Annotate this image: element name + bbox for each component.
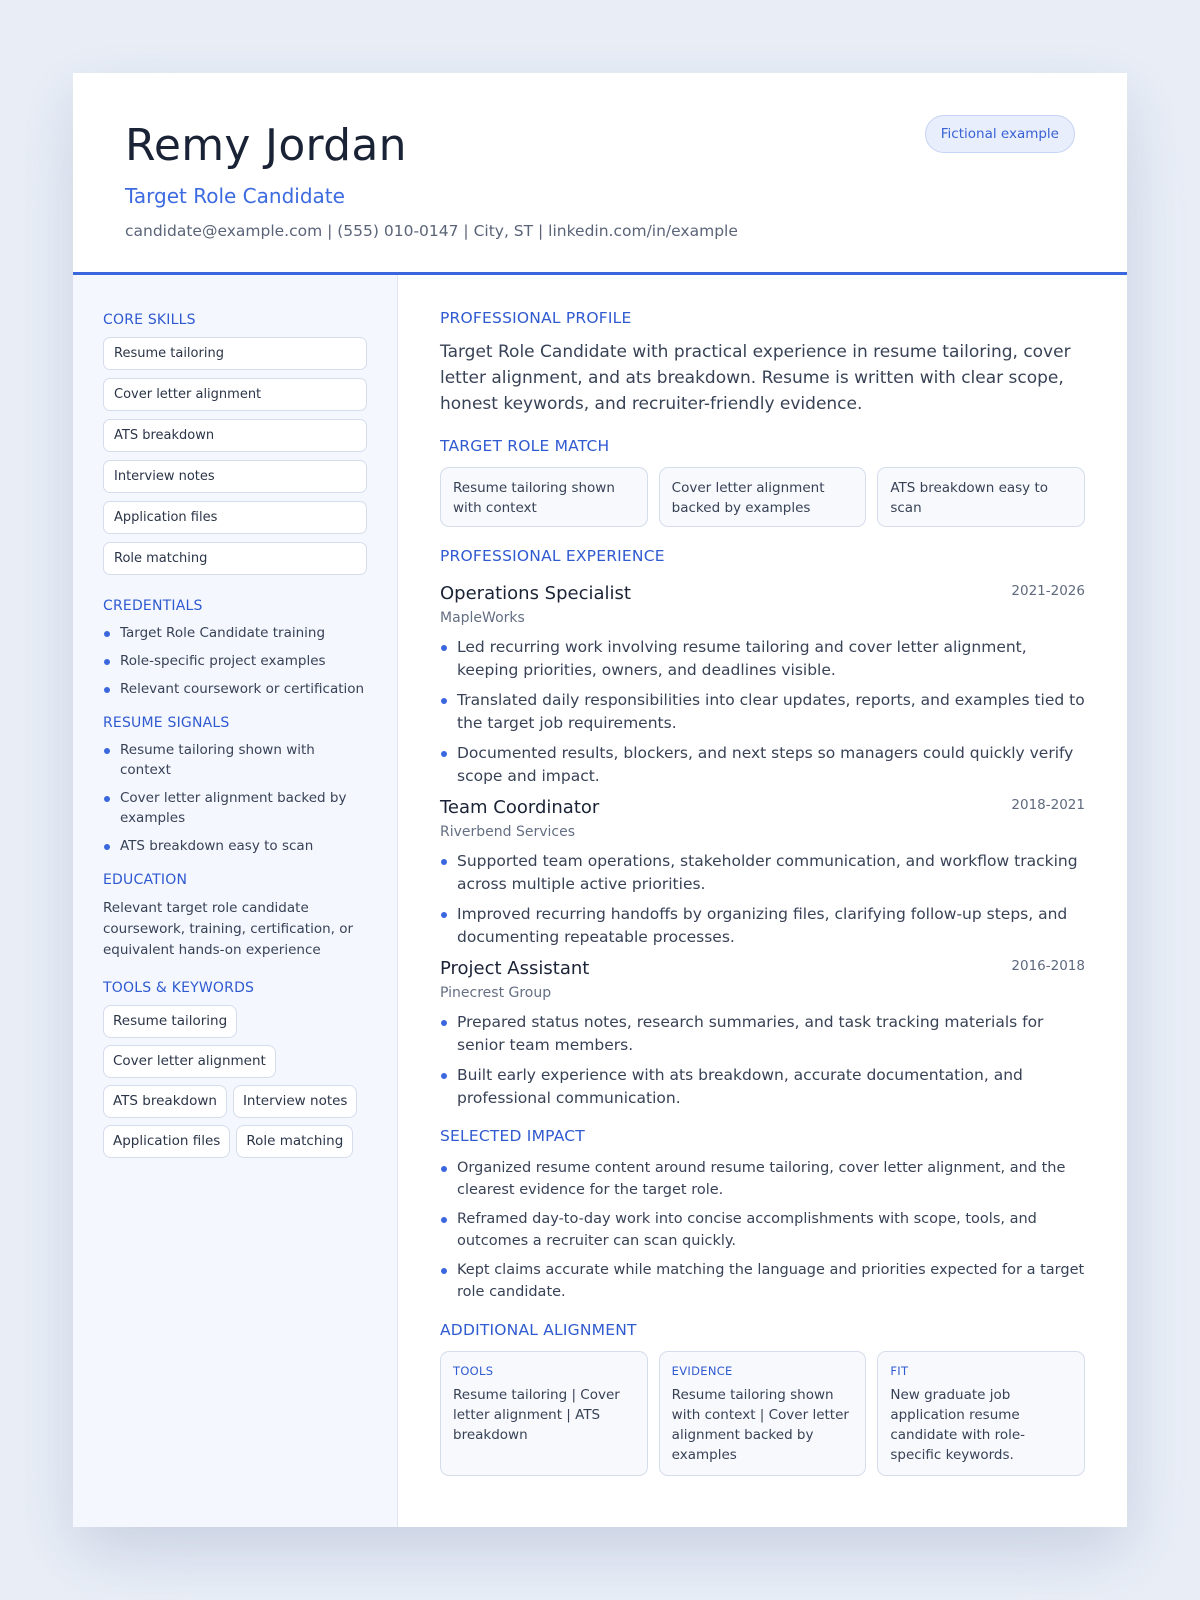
alignment-label: EVIDENCE (671, 1364, 733, 1378)
keyword-chip: Application files (103, 1125, 230, 1158)
match-card: Resume tailoring shown with context (440, 467, 648, 527)
selected-impact-title: SELECTED IMPACT (440, 1127, 585, 1145)
job-dates: 2016-2018 (1011, 958, 1085, 974)
core-skills-list (103, 337, 367, 575)
alignment-card (440, 1351, 648, 1476)
list-item: Built early experience with ats breakdown, accurate documentation, and professional communication. (440, 1064, 1085, 1110)
keyword-chip: ATS breakdown (103, 1085, 227, 1118)
job-header (440, 582, 1085, 606)
candidate-role: Target Role Candidate (125, 184, 345, 208)
core-skills-title: CORE SKILLS (103, 312, 196, 328)
list-item: Resume tailoring shown with context (103, 740, 367, 780)
job-entry (440, 957, 1085, 1110)
alignment-card (659, 1351, 867, 1476)
alignment-text: New graduate job application resume candidate with role-specific keywords. (890, 1387, 1026, 1463)
job-header (440, 796, 1085, 820)
credentials-title: CREDENTIALS (103, 598, 203, 614)
list-item: Prepared status notes, research summaries, and task tracking materials for senior team members. (440, 1011, 1085, 1057)
job-bullets (440, 636, 1085, 788)
list-item: Supported team operations, stakeholder communication, and workflow tracking across multiple active priorities. (440, 850, 1085, 896)
list-item: Kept claims accurate while matching the language and priorities expected for a target role candidate. (440, 1259, 1085, 1303)
skill-item: Resume tailoring (103, 337, 367, 370)
resume-signals-list (103, 740, 367, 856)
alignment-label: TOOLS (453, 1364, 494, 1378)
sidebar (73, 275, 398, 1527)
keyword-chip: Role matching (236, 1125, 353, 1158)
skill-item: Application files (103, 501, 367, 534)
alignment-label: FIT (890, 1364, 909, 1378)
list-item: Cover letter alignment backed by examples (103, 788, 367, 828)
alignment-cards (440, 1351, 1085, 1476)
match-card: ATS breakdown easy to scan (877, 467, 1085, 527)
company-name: MapleWorks (440, 610, 525, 626)
experience-title: PROFESSIONAL EXPERIENCE (440, 547, 665, 565)
job-header (440, 957, 1085, 981)
list-item: Organized resume content around resume tailoring, cover letter alignment, and the clearest evidence for the target role. (440, 1157, 1085, 1201)
tools-keywords-chips (103, 1005, 363, 1158)
company-name: Pinecrest Group (440, 985, 552, 1001)
list-item: ATS breakdown easy to scan (103, 836, 367, 856)
job-title: Project Assistant (440, 958, 590, 979)
match-card: Cover letter alignment backed by examples (659, 467, 867, 527)
job-entry (440, 582, 1085, 788)
job-title: Team Coordinator (440, 797, 600, 818)
alignment-text: Resume tailoring | Cover letter alignment | ATS breakdown (453, 1387, 620, 1443)
job-bullets (440, 850, 1085, 949)
education-text: Relevant target role candidate coursework, training, certification, or equivalent hands-on experience (103, 900, 354, 958)
list-item: Target Role Candidate training (103, 623, 367, 643)
resume-body (73, 275, 1127, 1527)
job-title: Operations Specialist (440, 583, 631, 604)
impact-bullets (440, 1157, 1085, 1303)
list-item: Role-specific project examples (103, 651, 367, 671)
list-item: Led recurring work involving resume tailoring and cover letter alignment, keeping priorities, owners, and deadlines visible. (440, 636, 1085, 682)
alignment-card (877, 1351, 1085, 1476)
list-item: Documented results, blockers, and next steps so managers could quickly verify scope and impact. (440, 742, 1085, 788)
list-item: Reframed day-to-day work into concise accomplishments with scope, tools, and outcomes a recruiter can scan quickly. (440, 1208, 1085, 1252)
main-content (399, 275, 1127, 1527)
additional-alignment-title: ADDITIONAL ALIGNMENT (440, 1321, 637, 1339)
resume-sheet (73, 73, 1127, 1527)
profile-text: Target Role Candidate with practical experience in resume tailoring, cover letter alignment, and ats breakdown. Resume is written with clear scope, honest keywords, and recruiter-friendly evidence. (440, 342, 1071, 414)
skill-item: ATS breakdown (103, 419, 367, 452)
job-bullets (440, 1011, 1085, 1110)
keyword-chip: Cover letter alignment (103, 1045, 276, 1078)
job-dates: 2021-2026 (1011, 583, 1085, 599)
keyword-chip: Resume tailoring (103, 1005, 237, 1038)
education-title: EDUCATION (103, 872, 188, 888)
credentials-list (103, 623, 367, 699)
list-item: Relevant coursework or certification (103, 679, 367, 699)
job-entry (440, 796, 1085, 949)
resume-signals-title: RESUME SIGNALS (103, 715, 230, 731)
alignment-text: Resume tailoring shown with context | Cover letter alignment backed by examples (671, 1387, 849, 1463)
skill-item: Role matching (103, 542, 367, 575)
keyword-chip: Interview notes (233, 1085, 358, 1118)
fictional-badge: Fictional example (925, 115, 1075, 153)
company-name: Riverbend Services (440, 824, 576, 840)
target-role-match-title: TARGET ROLE MATCH (440, 437, 610, 455)
job-dates: 2018-2021 (1011, 797, 1085, 813)
skill-item: Cover letter alignment (103, 378, 367, 411)
skill-item: Interview notes (103, 460, 367, 493)
tools-keywords-title: TOOLS & KEYWORDS (103, 980, 255, 996)
contact-line: candidate@example.com | (555) 010-0147 | City, ST | linkedin.com/in/example (125, 222, 738, 240)
resume-header (73, 73, 1127, 275)
list-item: Translated daily responsibilities into clear updates, reports, and examples tied to the target job requirements. (440, 689, 1085, 735)
candidate-name: Remy Jordan (125, 120, 407, 171)
list-item: Improved recurring handoffs by organizing files, clarifying follow-up steps, and documenting repeatable processes. (440, 903, 1085, 949)
profile-title: PROFESSIONAL PROFILE (440, 309, 632, 327)
target-role-match-cards (440, 467, 1085, 527)
